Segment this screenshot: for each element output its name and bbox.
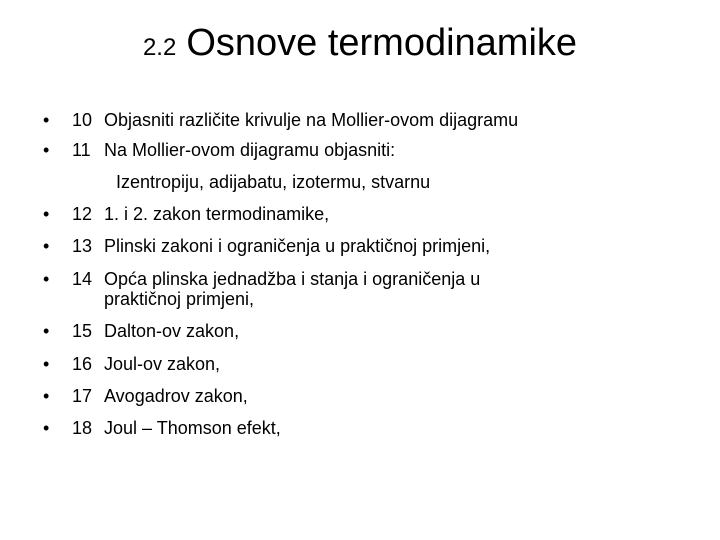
bullet-icon: • [43, 140, 50, 160]
item-number: 13 [72, 236, 93, 256]
item-text: Joul – Thomson efekt, [104, 418, 281, 438]
bullet-icon: • [43, 236, 50, 256]
bullet-icon: • [43, 204, 50, 224]
item-text: Na Mollier-ovom dijagramu objasniti: [104, 140, 396, 160]
item-subtext: Izentropiju, adijabatu, izotermu, stvarnu [116, 172, 431, 192]
item-number: 18 [72, 418, 93, 438]
item-text: 1. i 2. zakon termodinamike, [104, 204, 330, 224]
item-text: Objasniti različite krivulje na Mollier-ovom dijagramu [104, 110, 519, 130]
bullet-icon: • [43, 386, 50, 406]
item-number: 16 [72, 354, 93, 374]
item-number: 17 [72, 386, 93, 406]
item-text: Dalton-ov zakon, [104, 321, 240, 341]
item-text: Joul-ov zakon, [104, 354, 221, 374]
item-text: Opća plinska jednadžba i stanja i ograničenja u praktičnoj primjeni, [104, 269, 481, 309]
item-number: 11 [72, 140, 91, 160]
bullet-icon: • [43, 269, 50, 289]
item-number: 15 [72, 321, 93, 341]
bullet-icon: • [43, 321, 50, 341]
page-title: Osnove termodinamike [186, 22, 578, 64]
bullet-icon: • [43, 418, 50, 438]
item-number: 14 [72, 269, 93, 289]
item-number: 12 [72, 204, 93, 224]
bullet-icon: • [43, 354, 50, 374]
item-number: 10 [72, 110, 93, 130]
section-number: 2.2 [142, 34, 177, 61]
bullet-icon: • [43, 110, 50, 130]
item-text: Avogadrov zakon, [104, 386, 248, 406]
item-text: Plinski zakoni i ograničenja u praktičnoj primjeni, [104, 236, 491, 256]
